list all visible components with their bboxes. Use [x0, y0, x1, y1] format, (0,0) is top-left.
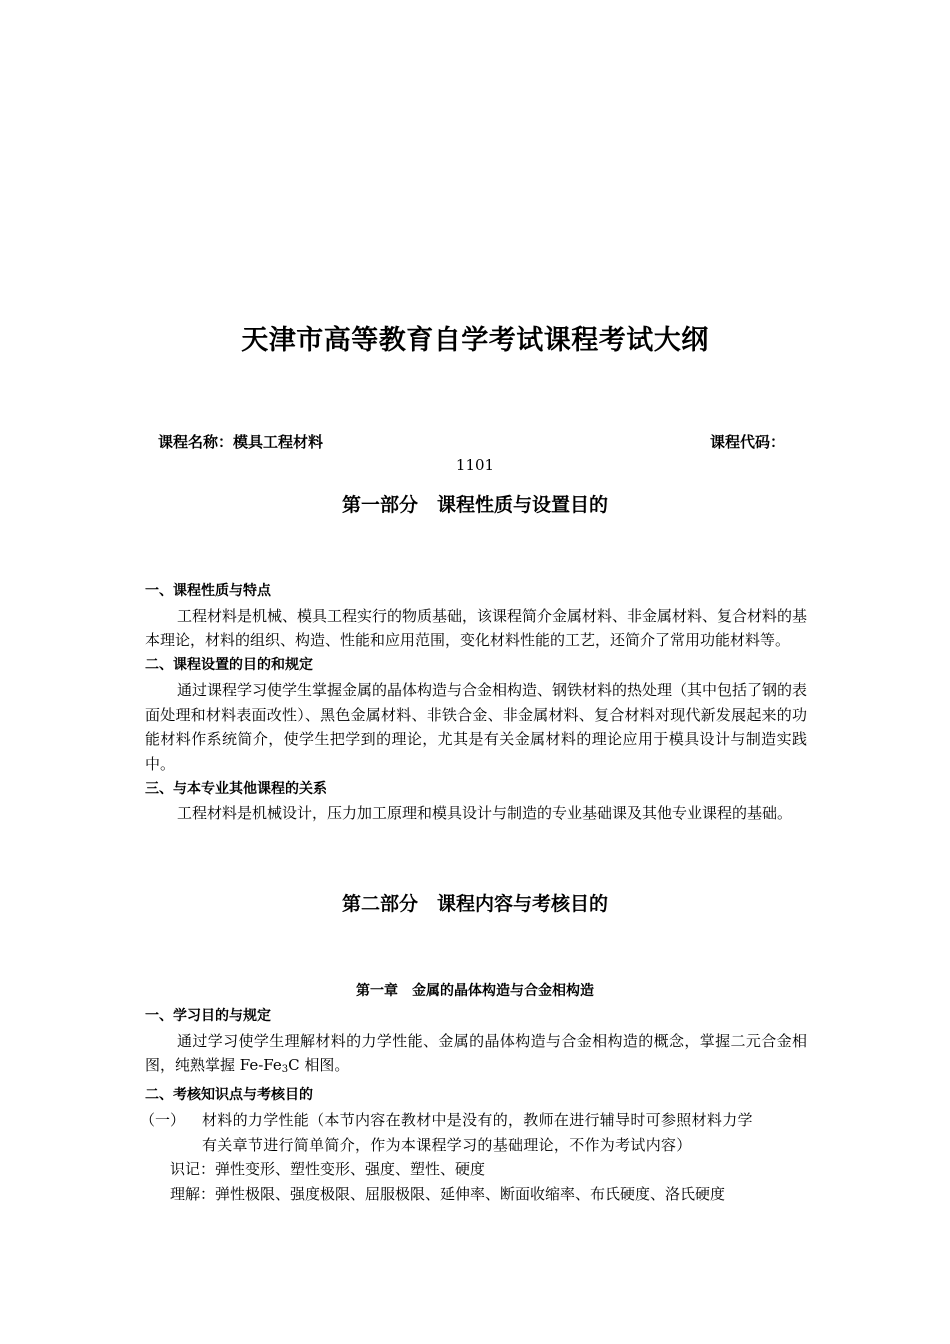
recognize-points: 识记：弹性变形、塑性变形、强度、塑性、硬度	[170, 1160, 486, 1179]
section-heading: 二、课程设置的目的和规定	[145, 657, 313, 674]
item-text	[202, 1108, 807, 1157]
part-two-heading: 第二部分 课程内容与考核目的	[341, 893, 608, 915]
paragraph-text-start: 通过学习使学生理解材料的力学性能、金属的晶体构造与合金相构造的概念，掌握二元合金相图，纯熟掌握 Fe-Fe	[145, 1031, 807, 1075]
section-paragraph: 工程材料是机械设计，压力加工原理和模具设计与制造的专业基础课及其他专业课程的基础。	[177, 804, 793, 823]
subscript-three: 3	[281, 1064, 289, 1076]
list-item	[140, 1108, 807, 1157]
course-code-value: 1101	[455, 456, 495, 474]
item-text-line: 材料的力学性能（本节内容在教材中是没有的，教师在进行辅导时可参照材料力学	[202, 1110, 753, 1129]
item-marker: （一）	[140, 1110, 186, 1129]
understand-points: 理解：弹性极限、强度极限、屈服极限、延伸率、断面收缩率、布氏硬度、洛氏硬度	[170, 1184, 726, 1203]
part-one-heading: 第一部分 课程性质与设置目的	[341, 494, 608, 516]
section-heading: 三、与本专业其他课程的关系	[145, 780, 327, 797]
section-paragraph: 工程材料是机械、模具工程实行的物质基础，该课程简介金属材料、非金属材料、复合材料的基本理论，材料的组织、构造、性能和应用范围，变化材料性能的工艺，还简介了常用功能材料等。	[145, 606, 808, 650]
paragraph-text-end: C 相图。	[288, 1056, 350, 1075]
section-heading: 一、学习目的与规定	[145, 1008, 271, 1024]
chapter-title: 第一章 金属的晶体构造与合金相构造	[356, 983, 594, 999]
chapter-one-content	[140, 1004, 807, 1207]
item-text-line: 有关章节进行简单简介，作为本课程学习的基础理论，不作为考试内容）	[202, 1135, 692, 1154]
part-one-content	[145, 579, 807, 826]
section-heading: 一、课程性质与特点	[145, 583, 271, 599]
document-title: 天津市高等教育自学考试课程考试大纲	[241, 325, 709, 356]
section-paragraph	[145, 1029, 807, 1083]
section-heading: 二、考核知识点与考核目的	[145, 1087, 313, 1104]
course-name: 课程名称：模具工程材料	[158, 433, 324, 451]
section-paragraph: 通过课程学习使学生掌握金属的晶体构造与合金相构造、钢铁材料的热处理（其中包括了钢的表面处理和材料表面改性）、黑色金属材料、非铁合金、非金属材料、复合材料对现代新发展起来的功能材料作系统简介，使学生把学到的理论，尤其是有关金属材料的理论应用于模具设计与制造实践中。	[145, 680, 808, 773]
course-code-label: 课程代码：	[710, 433, 786, 451]
